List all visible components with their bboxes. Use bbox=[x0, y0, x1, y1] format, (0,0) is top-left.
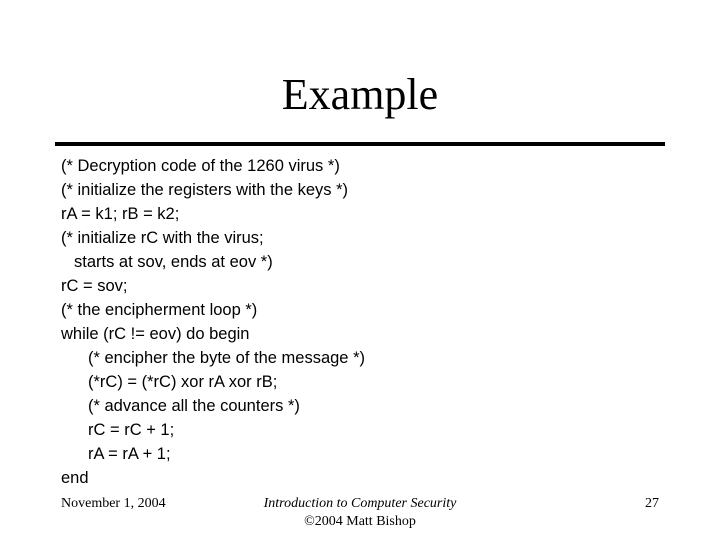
footer-course: Introduction to Computer Security bbox=[263, 496, 457, 511]
code-line: end bbox=[61, 469, 89, 487]
code-line: while (rC != eov) do begin bbox=[61, 325, 250, 343]
code-line: (* initialize rC with the virus; bbox=[61, 229, 264, 247]
code-line: rC = rC + 1; bbox=[88, 421, 175, 439]
footer-date: November 1, 2004 bbox=[61, 496, 166, 511]
code-line: rA = k1; rB = k2; bbox=[61, 205, 180, 223]
title-divider bbox=[55, 142, 665, 146]
page-number: 27 bbox=[645, 496, 659, 511]
code-line: starts at sov, ends at eov *) bbox=[74, 253, 273, 271]
code-line: (* Decryption code of the 1260 virus *) bbox=[61, 157, 340, 175]
code-line: rA = rA + 1; bbox=[88, 445, 171, 463]
slide-title: Example bbox=[281, 70, 439, 119]
footer-course-info bbox=[210, 495, 510, 531]
code-line: (* advance all the counters *) bbox=[88, 397, 300, 415]
code-line: (*rC) = (*rC) xor rA xor rB; bbox=[88, 373, 278, 391]
footer-copyright: ©2004 Matt Bishop bbox=[304, 514, 416, 529]
code-line: (* the encipherment loop *) bbox=[61, 301, 258, 319]
code-line: (* encipher the byte of the message *) bbox=[88, 349, 365, 367]
code-line: (* initialize the registers with the keys *) bbox=[61, 181, 349, 199]
code-listing bbox=[61, 154, 365, 490]
code-line: rC = sov; bbox=[61, 277, 128, 295]
